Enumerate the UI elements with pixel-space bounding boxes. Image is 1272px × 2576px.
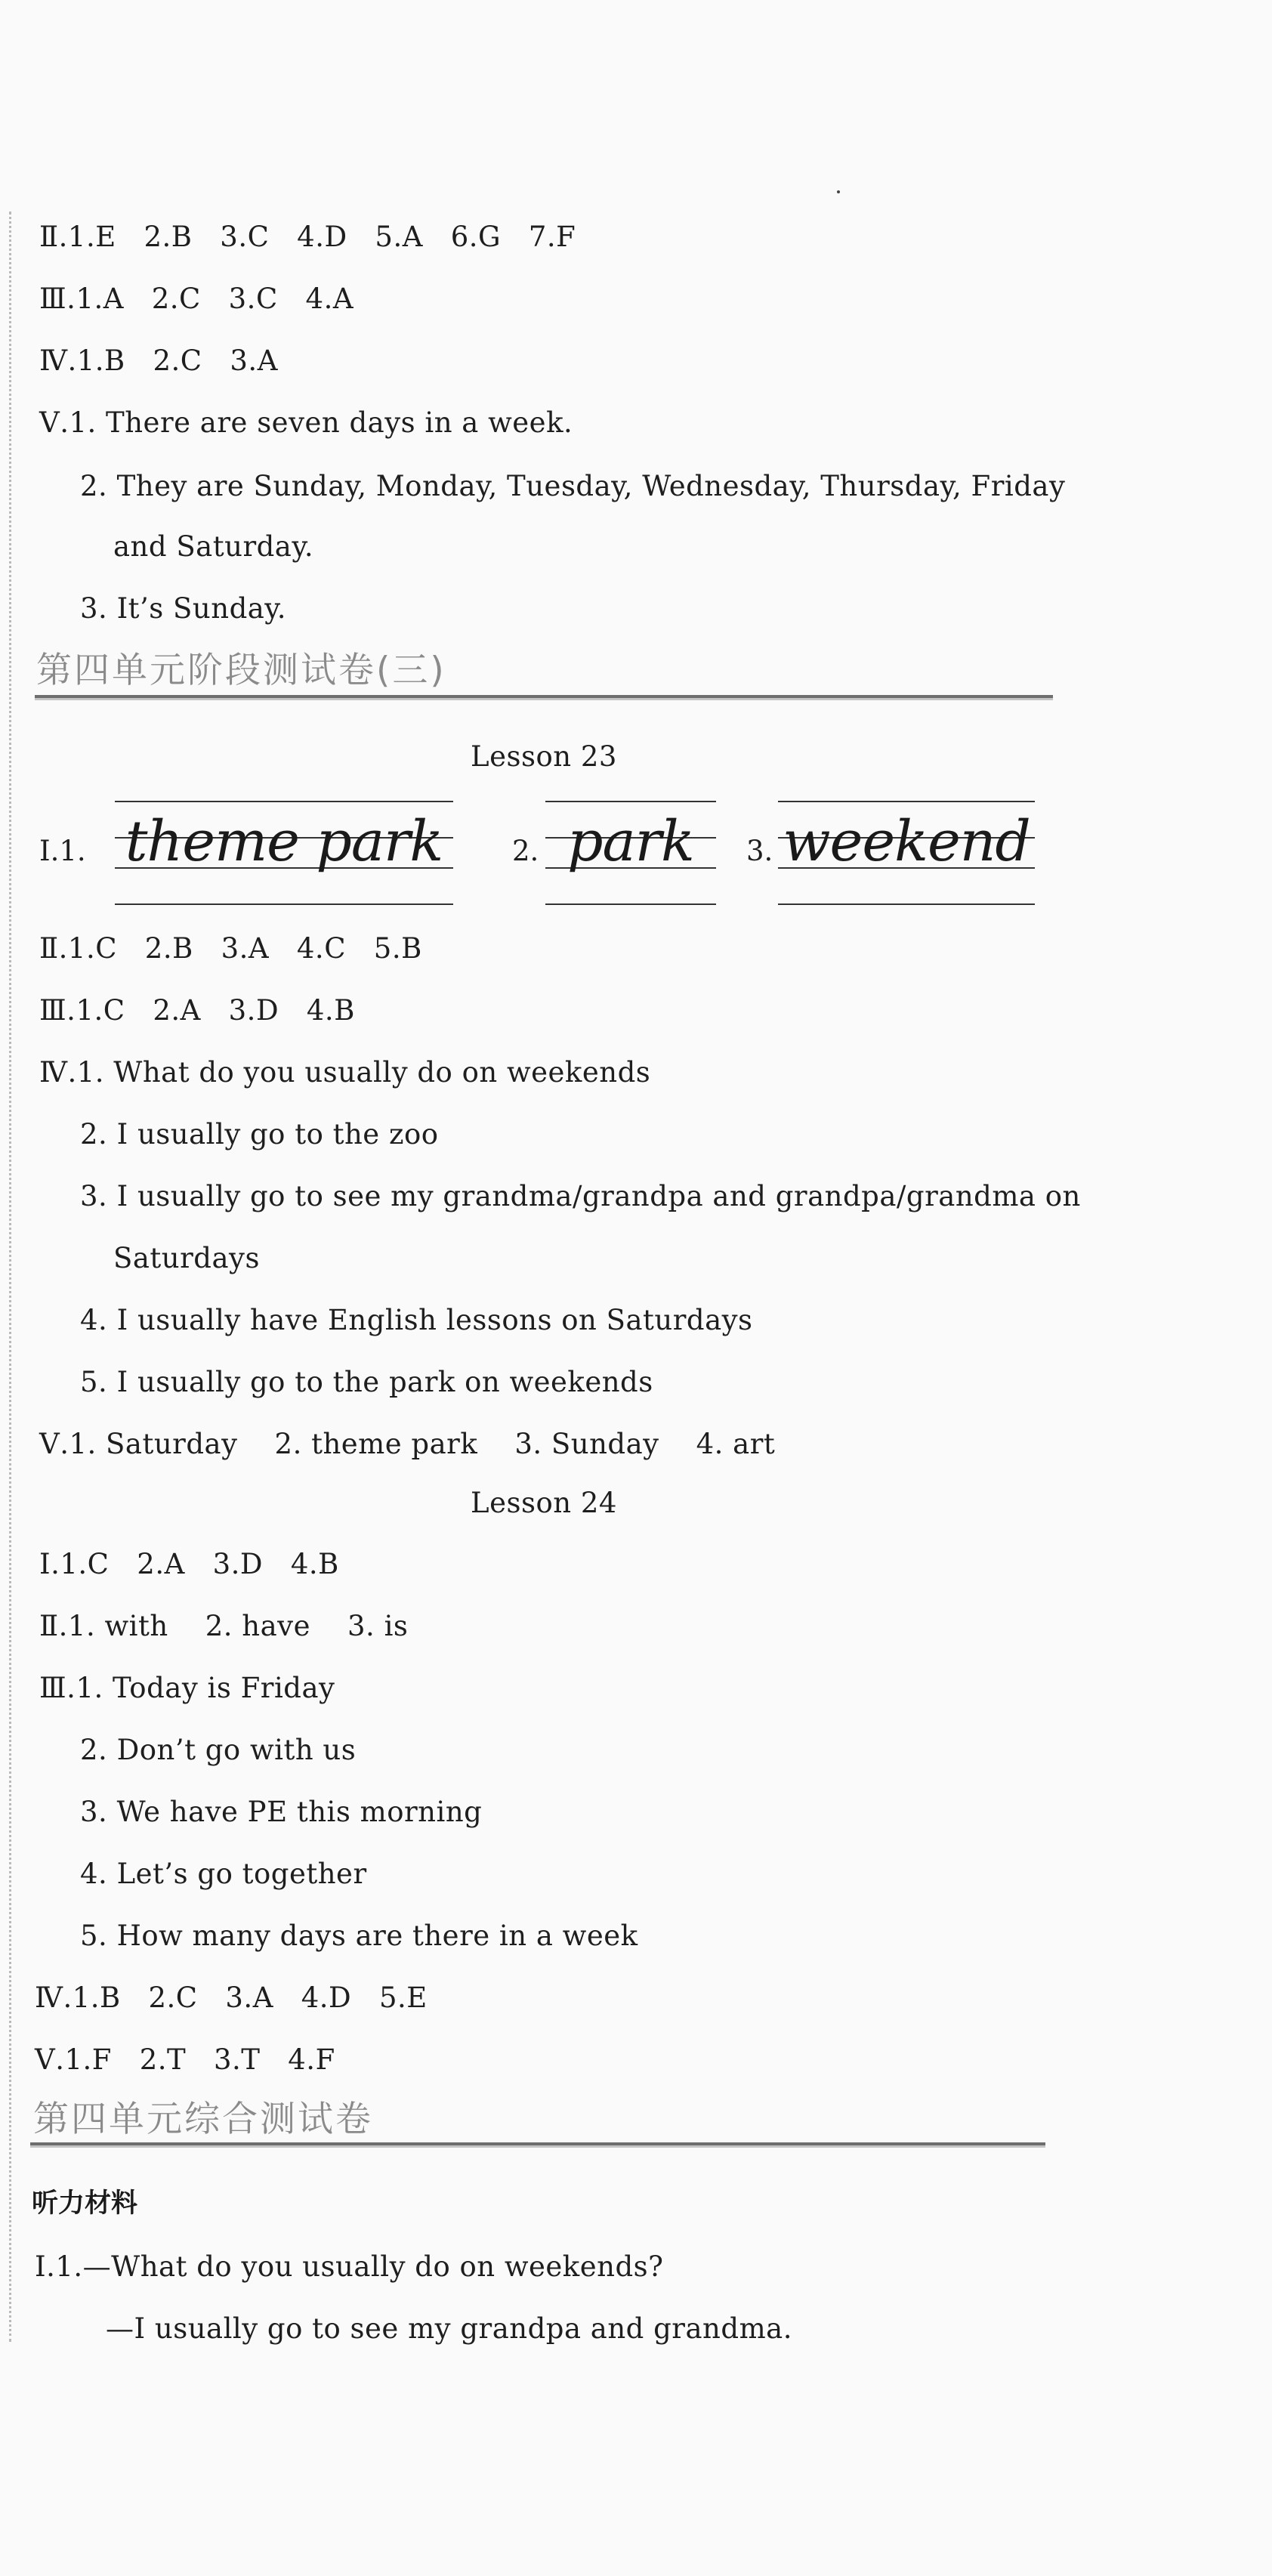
listening-material-heading: 听力材料 bbox=[32, 2188, 138, 2219]
answer-line: 5. How many days are there in a week bbox=[80, 1920, 638, 1952]
handwriting-item-number: 2. bbox=[512, 835, 539, 867]
answer-line: Ⅲ.1.A 2.C 3.C 4.A bbox=[39, 283, 354, 315]
answer-line: 3. We have PE this morning bbox=[80, 1796, 483, 1828]
handwritten-word: theme park bbox=[125, 809, 443, 874]
margin-dotted-rule bbox=[9, 212, 11, 2342]
handwriting-question-number: Ⅰ.1. bbox=[39, 835, 86, 867]
handwriting-box bbox=[545, 795, 716, 907]
section-rule bbox=[35, 695, 1053, 700]
answer-line: 2. I usually go to the zoo bbox=[80, 1118, 439, 1151]
answer-line: 2. Don’t go with us bbox=[80, 1734, 357, 1766]
answer-line: 3. It’s Sunday. bbox=[80, 592, 287, 625]
handwriting-item-number: 3. bbox=[746, 835, 773, 867]
answer-line: Ⅳ.1. What do you usually do on weekends bbox=[39, 1056, 651, 1089]
answer-line: Ⅰ.1.C 2.A 3.D 4.B bbox=[39, 1548, 339, 1580]
answer-line: Ⅳ.1.B 2.C 3.A 4.D 5.E bbox=[35, 1981, 428, 2014]
answer-line: Ⅴ.1. Saturday 2. theme park 3. Sunday 4. art bbox=[39, 1428, 776, 1460]
answer-line: Ⅳ.1.B 2.C 3.A bbox=[39, 344, 278, 377]
answer-line: 3. I usually go to see my grandma/grandpa and grandpa/grandma on bbox=[80, 1180, 1081, 1212]
section-title: 第四单元阶段测试卷(三) bbox=[36, 650, 446, 691]
answer-line: Ⅱ.1.E 2.B 3.C 4.D 5.A 6.G 7.F bbox=[39, 221, 576, 253]
section-title: 第四单元综合测试卷 bbox=[33, 2099, 373, 2140]
lesson-title: Lesson 24 bbox=[471, 1487, 617, 1519]
section-rule bbox=[30, 2142, 1045, 2148]
handwriting-box bbox=[115, 795, 453, 907]
answer-line: Ⅴ.1.F 2.T 3.T 4.F bbox=[35, 2043, 335, 2076]
handwriting-box bbox=[778, 795, 1035, 907]
handwritten-word: park bbox=[567, 809, 694, 874]
answer-line: 2. They are Sunday, Monday, Tuesday, Wednesday, Thursday, Friday bbox=[80, 470, 1066, 502]
answer-line: Ⅲ.1.C 2.A 3.D 4.B bbox=[39, 994, 355, 1027]
answer-line: Saturdays bbox=[113, 1242, 260, 1274]
lesson-title: Lesson 23 bbox=[471, 740, 617, 773]
answer-line: 5. I usually go to the park on weekends bbox=[80, 1366, 653, 1398]
answer-line: Ⅴ.1. There are seven days in a week. bbox=[39, 406, 573, 439]
answer-line: and Saturday. bbox=[113, 530, 314, 563]
answer-line: 4. I usually have English lessons on Saturdays bbox=[80, 1304, 753, 1336]
handwritten-word: weekend bbox=[783, 809, 1030, 874]
answer-line: 4. Let’s go together bbox=[80, 1858, 367, 1890]
answer-line: —I usually go to see my grandpa and grandma. bbox=[106, 2312, 792, 2345]
scan-speck bbox=[837, 190, 840, 193]
answer-line: Ⅱ.1.C 2.B 3.A 4.C 5.B bbox=[39, 932, 422, 965]
answer-line: Ⅱ.1. with 2. have 3. is bbox=[39, 1610, 409, 1642]
answer-line: Ⅲ.1. Today is Friday bbox=[39, 1672, 335, 1704]
answer-line: Ⅰ.1.—What do you usually do on weekends? bbox=[35, 2250, 664, 2283]
